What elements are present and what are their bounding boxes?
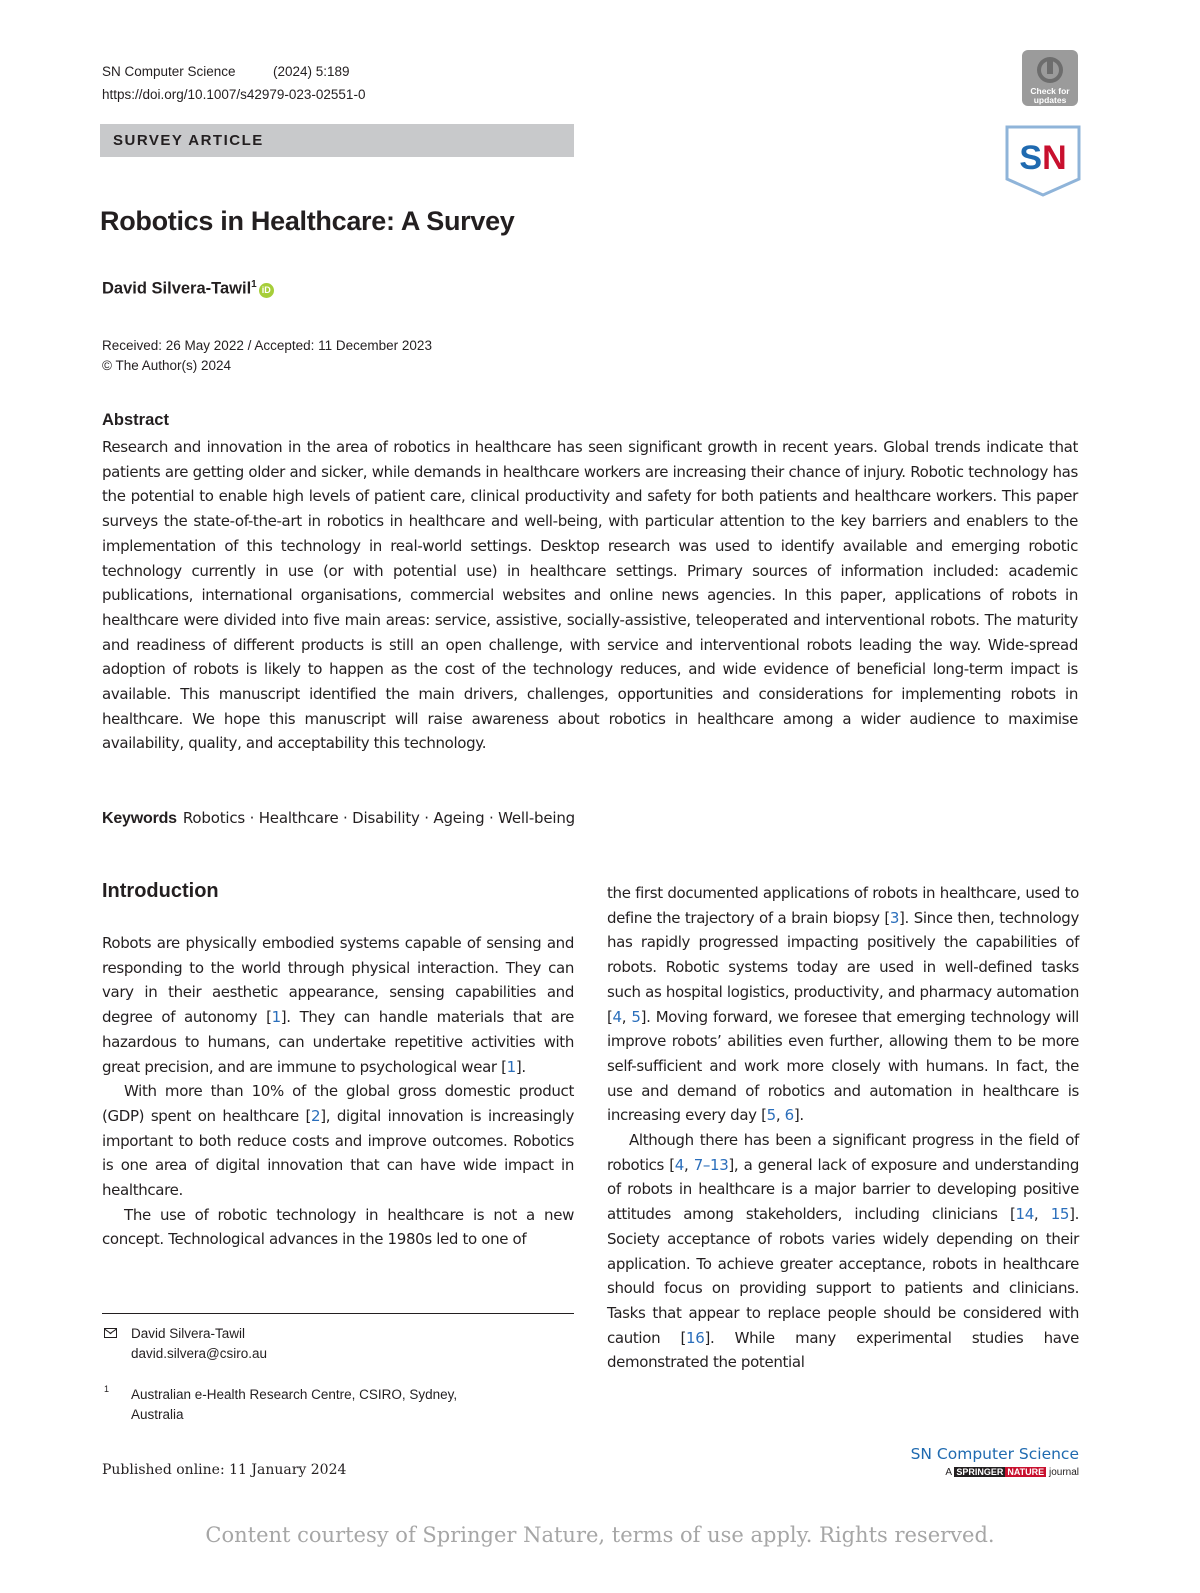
citation-link[interactable]: 7–13	[693, 1155, 729, 1174]
intro-paragraph-1: Robots are physically embodied systems capable of sensing and responding to the world through physical interaction. They can vary in their aesthetic appearance, sensing capabilities and degree of autonomy [1]. They can handle materials that are hazardous to humans, can undertake repetitive activities with great precision, and are immune to psychological wear [1].	[102, 934, 574, 1076]
citation-link[interactable]: 16	[686, 1328, 705, 1347]
citation-link[interactable]: 5	[766, 1106, 776, 1125]
author-name[interactable]: David Silvera-Tawil	[102, 279, 252, 298]
sn-journal-logo	[1005, 125, 1081, 197]
abstract-text: Research and innovation in the area of robotics in healthcare has seen significant growth in recent years. Global trends indicate that patients are getting older and sicker, while demands in healthcare workers are increasing their chance of injury. Robotic technology has the potential to enable high levels of patient care, clinical productivity and safety for both patients and healthcare workers. This paper surveys the state-of-the-art in robotics in healthcare and well-being, with particular attention to the key barriers and enablers to the implementation of this technology in real-world settings. Desktop research was used to identify available and emerging robotic technology currently in use (or with potential use) in healthcare settings. Primary sources of information included: academic publications, international organisations, commercial websites and online news agencies. In this paper, applications of robots in healthcare were divided into five main areas: service, assistive, socially-assistive, teleoperated and interventional robots. The maturity and readiness of different products is still an open challenge, with service and interventional robots leading the way. Wide-spread adoption of robots is likely to happen as the cost of the technology reduces, and wide evidence of beneficial long-term impact is available. This manuscript identified the main drivers, challenges, opportunities and considerations for implementing robots in healthcare. We hope this manuscript will raise awareness about robotics in healthcare among a wider audience to maximise availability, quality, and acceptability this technology.	[102, 438, 1078, 753]
doi-link[interactable]: https://doi.org/10.1007/s42979-023-02551-0	[102, 87, 366, 102]
journal-name: SN Computer Science	[102, 64, 236, 79]
intro-paragraph-4: Although there has been a significant progress in the field of robotics [4, 7–13], a general lack of exposure and understanding of robots in healthcare is a major barrier to developing positive attitudes among stakeholders, including clinicians [14, 15]. Society acceptance of robots varies widely depending on their application. To achieve greater acceptance, robots in healthcare should focus on providing support to patients and clinicians. Tasks that appear to replace people should be considered with caution [16]. While many experimental studies have demonstrated the potential	[607, 1131, 1080, 1372]
citation-link[interactable]: 6	[784, 1106, 794, 1125]
footer-publisher	[900, 1467, 1079, 1478]
crossmark-check-for-updates-icon[interactable]	[1022, 50, 1078, 106]
footer-pub-suffix: journal	[1048, 1467, 1079, 1478]
copyright-notice: © The Author(s) 2024	[102, 358, 232, 373]
svg-text:updates: updates	[1033, 95, 1067, 105]
keywords-list: Robotics · Healthcare · Disability · Ageing · Well-being	[182, 809, 575, 827]
citation-link[interactable]: 2	[311, 1106, 321, 1125]
corresponding-author	[131, 1324, 267, 1364]
intro-paragraph-2: With more than 10% of the global gross domestic product (GDP) spent on healthcare [2], digital innovation is increasingly important to both reduce costs and improve outcomes. Robotics is one area of digital innovation that can have wide impact in healthcare.	[102, 1082, 574, 1200]
citation-link[interactable]: 15	[1050, 1205, 1070, 1224]
abstract-heading: Abstract	[102, 411, 169, 429]
published-online-date: Published online: 11 January 2024	[102, 1462, 347, 1478]
keywords	[102, 809, 575, 828]
citation-link[interactable]: 4	[674, 1155, 684, 1174]
received-accepted-dates: Received: 26 May 2022 / Accepted: 11 December 2023	[102, 338, 432, 353]
keywords-label: Keywords	[102, 810, 177, 827]
intro-paragraph-3-cont: the first documented applications of robots in healthcare, used to define the trajectory of a brain biopsy [3]. Since then, technology has rapidly progressed impacting positively the capabilities of robots. Robotic systems today are used in well-defined tasks such as hospital logistics, productivity, and pharmacy automation [4, 5]. Moving forward, we foresee that emerging technology will improve robots’ abilities even further, allowing them to be more self-sufficient and work more closely with humans. In fact, the use and demand of robotics and automation in healthcare is increasing every day [5, 6].	[607, 884, 1079, 1125]
affiliation-line: Australian e-Health Research Centre, CSIRO, Sydney,	[131, 1387, 458, 1402]
citation-link[interactable]: 5	[631, 1007, 641, 1026]
citation-link[interactable]: 1	[506, 1057, 516, 1076]
citation-link[interactable]: 14	[1015, 1205, 1034, 1224]
affiliation	[131, 1385, 457, 1425]
footnote-divider	[102, 1313, 574, 1314]
corresponding-author-email[interactable]: david.silvera@csiro.au	[131, 1346, 268, 1361]
article-title: Robotics in Healthcare: A Survey	[100, 206, 515, 236]
footer-pub-prefix: A	[945, 1467, 952, 1478]
author-line	[102, 279, 274, 299]
body-column-left	[102, 931, 574, 1252]
footer-journal-name: SN Computer Science	[910, 1445, 1079, 1463]
citation-link[interactable]: 1	[271, 1008, 281, 1027]
affiliation-line: Australia	[131, 1407, 184, 1422]
volume-info: (2024) 5:189	[273, 64, 350, 79]
orcid-icon[interactable]: iD	[259, 283, 274, 298]
article-dates	[102, 336, 432, 376]
courtesy-watermark: Content courtesy of Springer Nature, terms of use apply. Rights reserved.	[205, 1523, 995, 1547]
mail-icon	[104, 1328, 117, 1338]
article-type-banner: SURVEY ARTICLE	[100, 124, 574, 157]
corresponding-author-name: David Silvera-Tawil	[131, 1326, 246, 1341]
nature-brand: NATURE	[1007, 1467, 1045, 1477]
springer-brand: SPRINGER	[956, 1467, 1004, 1477]
affiliation-marker: 1	[251, 279, 257, 290]
affiliation-number: 1	[104, 1384, 110, 1394]
svg-text:Check for: Check for	[1030, 86, 1070, 96]
svg-text:SN: SN	[1019, 139, 1067, 177]
introduction-heading: Introduction	[102, 880, 219, 902]
intro-paragraph-3-start: The use of robotic technology in healthcare is not a new concept. Technological advances in the 1980s led to one of	[102, 1205, 574, 1249]
body-column-right	[607, 881, 1079, 1375]
citation-link[interactable]: 4	[612, 1007, 622, 1026]
citation-link[interactable]: 3	[889, 908, 900, 927]
